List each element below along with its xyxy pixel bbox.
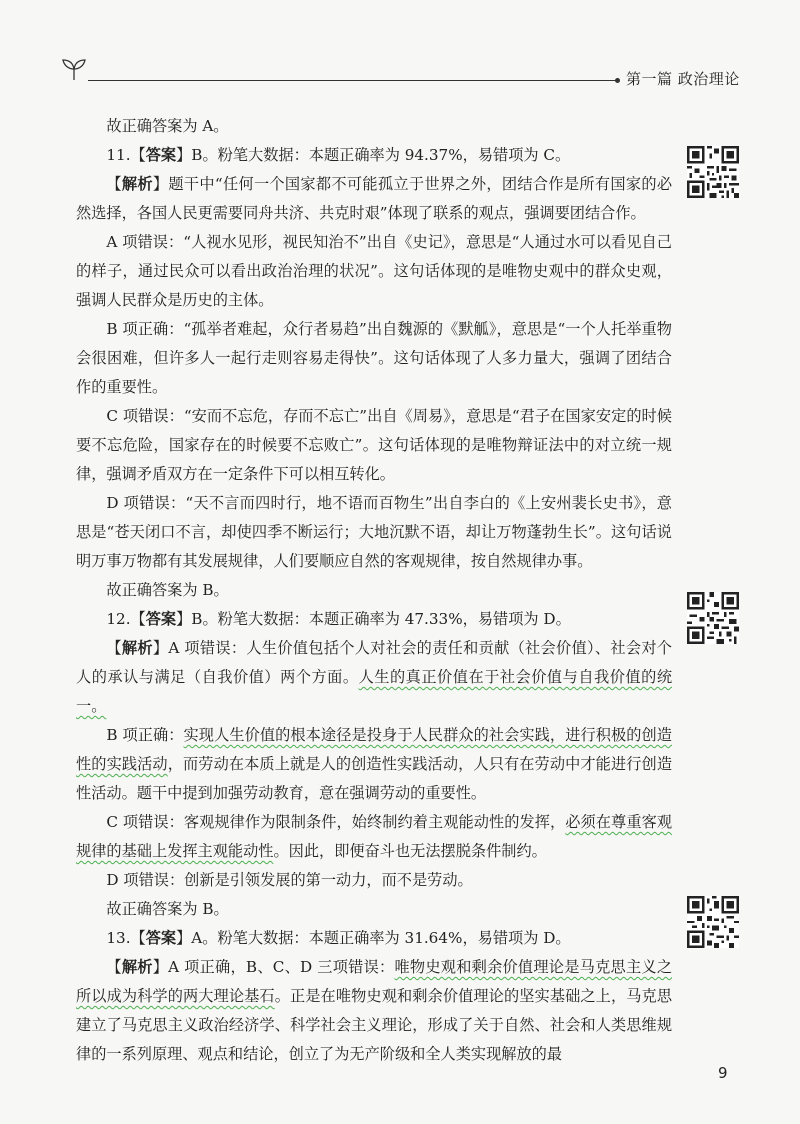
- q11-option-d: D 项错误：“天不言而四时行，地不语而百物生”出自李白的《上安州裴长史书》，意思是“苍天闭口不言，却使四季不断运行；大地沉默不语，却让万物蓬勃生长”。这句话说明万事万物都有其发展规律，人们要顺应自然的客观规律，按自然规律办事。: [76, 494, 672, 570]
- q11-conclusion: 故正确答案为 B。: [106, 581, 229, 599]
- q13-analysis-text-3: 。正是在唯物史观和剩余价值理论的坚实基础之上，马克思建立了马克思主义政治经济学、科学社会主义理论，形成了关于自然、社会和人类思维规律的一系列原理、观点和结论，创立了为无产阶级和全人类实现解放的最: [76, 987, 673, 1063]
- page-header: [0, 0, 800, 100]
- q12-conclusion: 故正确答案为 B。: [106, 900, 229, 918]
- q11-answer-tag: 答案: [145, 146, 177, 164]
- q12-option-b: [76, 721, 672, 808]
- header-rule: [88, 80, 618, 81]
- sprout-icon: [60, 58, 88, 82]
- q12-b-lead: B 项正确：: [106, 726, 184, 744]
- q12-answer: [76, 605, 672, 634]
- q13-answer: [76, 924, 672, 953]
- q13-analysis-highlight: 唯物史观和剩余价值理论是马克思主义之所以成为科学的两大理论基石: [76, 958, 673, 1005]
- q11-answer: [76, 141, 672, 170]
- q12-answer-tag: 答案: [145, 610, 177, 628]
- q11-analysis-text: 题干中“任何一个国家都不可能孤立于世界之外，团结合作是所有国家的必然选择，各国人民更需要同舟共济、共克时艰”体现了联系的观点，强调要团结合作。: [76, 175, 673, 222]
- header-dot: [615, 78, 620, 83]
- q12-answer-rest: 】B。粉笔大数据：本题正确率为 47.33%，易错项为 D。: [176, 610, 571, 628]
- q11-answer-prefix: 11.【: [106, 146, 146, 164]
- page-number: 9: [718, 1064, 728, 1082]
- q12-c-highlight: 必须在尊重客观规律的基础上发挥主观能动性: [76, 813, 673, 860]
- q12-answer-prefix: 12.【: [106, 610, 146, 628]
- q11-option-c: C 项错误：“安而不忘危，存而不忘亡”出自《周易》，意思是“君子在国家安定的时候要不忘危险，国家存在的时候要不忘败亡”。这句话体现的是唯物辩证法中的对立统一规律，强调矛盾双方在一定条件下可以相互转化。: [76, 407, 672, 483]
- q12-option-d: D 项错误：创新是引领发展的第一动力，而不是劳动。: [106, 871, 473, 889]
- q12-b-highlight: 实现人生价值的根本途径是投身于人民群众的社会实践，进行积极的创造性的实践活动: [76, 726, 672, 773]
- qr-code-q11[interactable]: [687, 146, 739, 198]
- q11-analysis-tag: 解析: [121, 175, 153, 193]
- q11-analysis-close: 】: [152, 175, 169, 193]
- q11-answer-rest: 】B。粉笔大数据：本题正确率为 94.37%，易错项为 C。: [176, 146, 571, 164]
- q13-answer-tag: 答案: [145, 929, 177, 947]
- q13-analysis-close: 】: [152, 958, 169, 976]
- page-content: [76, 112, 672, 1069]
- q13-analysis: [76, 953, 672, 1069]
- q12-b-rest: ，而劳动在本质上就是人的创造性实践活动，人只有在劳动中才能进行创造性活动。题干中提到加强劳动教育，意在强调劳动的重要性。: [76, 755, 673, 802]
- q12-analysis-tag: 解析: [121, 639, 153, 657]
- conclusion-q10: 故正确答案为 A。: [106, 117, 229, 135]
- q13-answer-prefix: 13.【: [106, 929, 146, 947]
- q12-option-c: [76, 808, 672, 866]
- q12-analysis-text-1: A 项错误：人生价值包括个人对社会的责任和贡献（社会价值）、社会对个人的承认与满足（自我价值）两个方面。: [76, 639, 672, 686]
- qr-code-q12[interactable]: [687, 592, 739, 644]
- qr-code-q13[interactable]: [687, 896, 739, 948]
- q11-analysis-open: 【: [106, 175, 122, 193]
- q12-c-lead: C 项错误：客观规律作为限制条件，始终制约着主观能动性的发挥，: [106, 813, 566, 831]
- q11-option-b: B 项正确：“孤举者难起，众行者易趋”出自魏源的《默觚》，意思是“一个人托举重物会很困难，但许多人一起行走则容易走得快”。这句话体现了人多力量大，强调了团结合作的重要性。: [76, 320, 672, 396]
- q12-analysis-highlight: 人生的真正价值在于社会价值与自我价值的统一。: [76, 668, 673, 715]
- q11-option-a: A 项错误：“人视水见形，视民知治不”出自《史记》，意思是“人通过水可以看见自己的样子，通过民众可以看出政治治理的状况”。这句话体现的是唯物史观中的群众史观，强调人民群众是历史的主体。: [76, 233, 672, 309]
- q13-analysis-open: 【: [106, 958, 122, 976]
- q12-analysis: [76, 634, 672, 721]
- q13-answer-rest: 】A。粉笔大数据：本题正确率为 31.64%，易错项为 D。: [176, 929, 571, 947]
- q12-c-rest: 。因此，即便奋斗也无法摆脱条件制约。: [273, 842, 547, 860]
- q12-analysis-close: 】: [152, 639, 169, 657]
- q13-analysis-text-1: A 项正确，B、C、D 三项错误：: [168, 958, 395, 976]
- q11-analysis: [76, 170, 672, 228]
- q12-analysis-open: 【: [106, 639, 122, 657]
- chapter-title: 第一篇 政治理论: [626, 70, 740, 88]
- q13-analysis-tag: 解析: [121, 958, 153, 976]
